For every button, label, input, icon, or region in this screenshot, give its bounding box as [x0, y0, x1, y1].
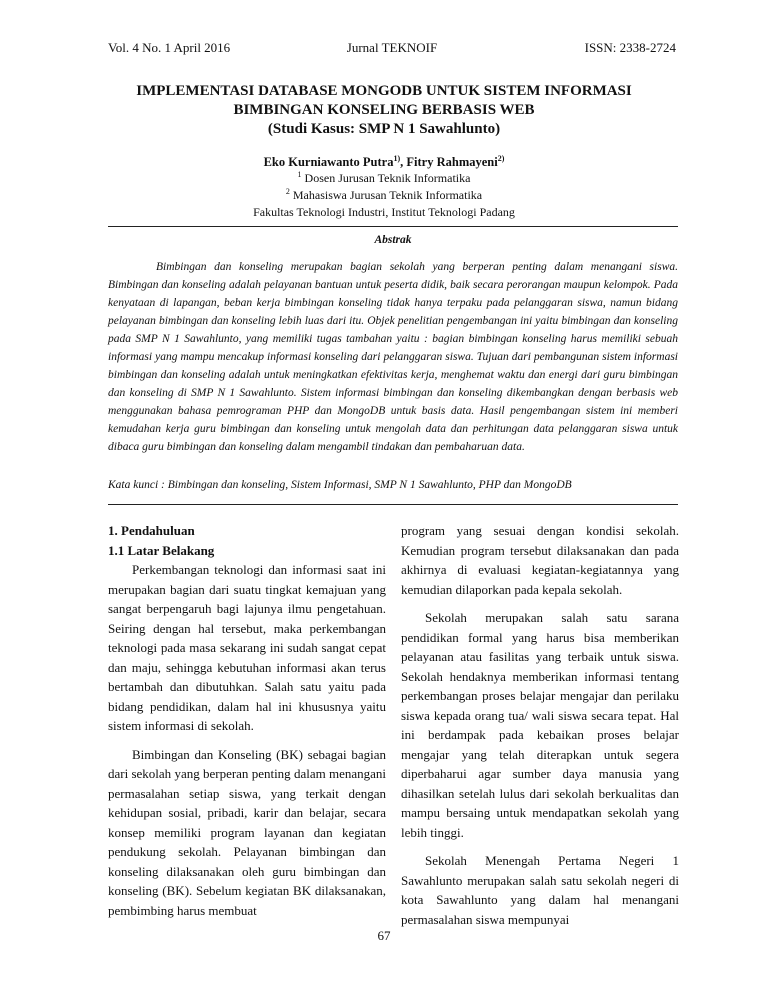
abstract-heading: Abstrak	[374, 234, 412, 246]
abstract-body	[108, 258, 678, 456]
affiliation-1-marker: 1	[297, 170, 302, 179]
top-divider	[108, 226, 678, 227]
subsection-heading: 1.1 Latar Belakang	[108, 542, 215, 558]
journal-name: Jurnal TEKNOIF	[346, 40, 438, 55]
right-column	[401, 521, 679, 929]
journal-issn: ISSN: 2338-2724	[584, 40, 676, 55]
affiliation-2	[100, 187, 668, 204]
author-1-marker: 1)	[393, 153, 401, 163]
running-header	[108, 40, 676, 58]
journal-volume: Vol. 4 No. 1 April 2016	[108, 40, 231, 55]
abstract-text: Bimbingan dan konseling merupakan bagian sekolah yang berperan penting dalam menangani siswa. Bimbingan dan konseling adalah pelayanan bantuan untuk peserta didik, baik secara perorangan maupun kelompok. Pada kenyataan di lapangan, beban kerja bimbingan konseling tidak hanya terpaku pada pelanggaran siswa, namun bidang pelayanan bimbingan dan konseling lebih luas dari itu. Objek penelitian pengembangan ini yaitu bimbingan dan konseling pada SMP N 1 Sawahlunto, yang memiliki tugas tambahan yaitu : bagian bimbingan konseling harus memiliki sebuah informasi yang mampu mencakup informasi konseling dari pelanggaran siswa. Tujuan dari pembangunan sistem informasi bimbingan dan konseling adalah untuk meningkatkan efektivitas kerja, menghemat waktu dan energi dari guru bimbingan dan konseling di SMP N 1 Sawahlunto. Sistem informasi bimbingan dan konseling dikembangkan dengan berbasis web menggunakan bahasa pemrograman PHP dan MongoDB untuk basis data. Hasil pengembangan sistem ini memberi kemudahan kerja guru bimbingan dan konseling untuk mengolah data dan perhitungan data pelanggaran siswa untuk dibaca guru bimbingan dan konseling dalam mengambil tindakan dan pembaharuan data.	[108, 261, 678, 453]
paragraph: Bimbingan dan Konseling (BK) sebagai bagian dari sekolah yang berperan penting dalam menangani permasalahan setiap siswa, yang terkait dengan kehidupan sosial, pribadi, karir dan belajar, secara konsep memiliki program layanan dan kegiatan pendukung sekolah. Pelayanan bimbingan dan konseling dilaksanakan oleh guru bimbingan dan konseling (BK). Sebelum kegiatan BK dilaksanakan, pembimbing harus membuat	[108, 746, 386, 918]
paragraph: Perkembangan teknologi dan informasi saat ini merupakan bagian dari suatu tingkat kemajuan yang sangat berpengaruh bagi lajunya ilmu pengetahuan. Seiring dengan hal tersebut, maka perkembangan teknologi pada masa sekarang ini sudah sangat cepat dan maju, sehingga kebutuhan informasi akan terus bertambah dan dibutuhkan. Salah satu yaitu pada bidang pendidikan, dalam hal ini khususnya yaitu sistem informasi di sekolah.	[108, 562, 386, 733]
section-heading: 1. Pendahuluan	[108, 523, 195, 538]
bottom-divider	[108, 504, 678, 505]
left-column	[108, 521, 386, 920]
title-line-3: (Studi Kasus: SMP N 1 Sawahlunto)	[267, 121, 501, 137]
author-separator: ,	[400, 155, 407, 169]
author-1: Eko Kurniawanto Putra	[263, 155, 394, 169]
paragraph: program yang sesuai dengan kondisi sekolah. Kemudian program tersebut dilaksanakan dan pada akhirnya di evaluasi kegiatan-kegiatannya yang kemudian dilaporkan pada kepala sekolah.	[401, 523, 679, 597]
page-number: 67	[377, 928, 391, 943]
paragraph: Sekolah Menengah Pertama Negeri 1 Sawahlunto merupakan salah satu sekolah negeri di kota Sawahlunto yang dalam hal menangani permasalahan siswa mempunyai	[401, 853, 679, 927]
affiliation-1-text: Dosen Jurusan Teknik Informatika	[301, 171, 471, 185]
keywords: Kata kunci : Bimbingan dan konseling, Sistem Informasi, SMP N 1 Sawahlunto, PHP dan MongoDB	[108, 479, 572, 491]
affiliation-1	[100, 170, 668, 187]
author-line	[100, 155, 668, 170]
paper-title	[100, 82, 668, 139]
affiliation-2-text: Mahasiswa Jurusan Teknik Informatika	[289, 188, 483, 202]
author-2-marker: 2)	[497, 153, 505, 163]
paragraph: Sekolah merupakan salah satu sarana pendidikan formal yang harus bisa memberikan pelayanan atau fasilitas yang terbaik untuk siswa. Sekolah hendaknya memberikan informasi tentang perkembangan proses belajar mengajar dan perilaku siswa kepada orang tua/ wali siswa secara tepat. Hal ini berdampak pada kebaikan proses belajar mengajar yang telah diterapkan untuk segera diperbaharui agar sumber daya manusia yang dihasilkan setelah lulus dari sekolah berkualitas dan mampu bersaing untuk mendapatkan sekolah yang lebih tinggi.	[401, 610, 679, 840]
affiliations	[100, 170, 668, 221]
affiliation-3: Fakultas Teknologi Industri, Institut Teknologi Padang	[253, 205, 515, 219]
affiliation-2-marker: 2	[285, 187, 290, 196]
title-line-1: IMPLEMENTASI DATABASE MONGODB UNTUK SISTEM INFORMASI	[136, 83, 632, 99]
author-2: Fitry Rahmayeni	[406, 155, 498, 169]
title-line-2: BIMBINGAN KONSELING BERBASIS WEB	[233, 102, 535, 118]
